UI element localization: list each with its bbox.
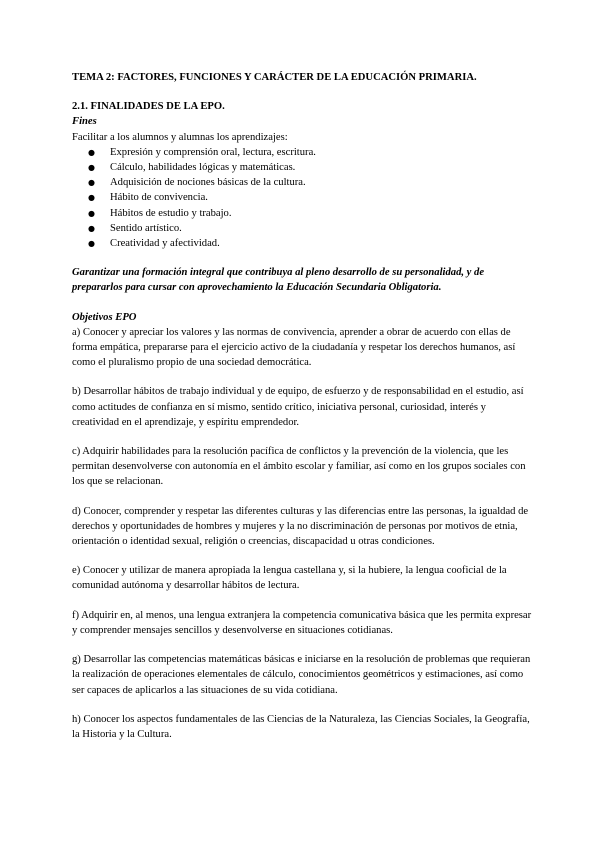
objectives-title: Objetivos EPO — [72, 311, 137, 323]
aims-list — [72, 145, 532, 251]
list-item-text: Adquisición de nociones básicas de la cultura. — [110, 177, 306, 189]
objective-g: g) Desarrollar las competencias matemáticas básicas e iniciarse en la resolución de problemas que requieran la realización de operaciones elementales de cálculo, conocimientos geométricos y estimaciones, así como ser capaces de aplicarlos a las situaciones de su vida cotidiana. — [72, 654, 531, 696]
list-item — [88, 206, 532, 221]
list-item — [88, 236, 532, 251]
bullet-icon: ● — [88, 208, 95, 218]
list-item — [88, 175, 532, 190]
list-item — [88, 190, 532, 205]
bullet-icon: ● — [88, 223, 95, 233]
section-title: 2.1. FINALIDADES DE LA EPO. — [72, 101, 225, 113]
objective-a: a) Conocer y apreciar los valores y las normas de convivencia, aprender a obrar de acuerdo con ellas de forma empática, prepararse para el ejercicio activo de la ciudadanía y respetar los derechos humanos, así como el pluralismo propio de una sociedad democrática. — [72, 326, 516, 369]
intro-text: Facilitar a los alumnos y alumnas los aprendizajes: — [72, 131, 288, 143]
list-item — [88, 221, 532, 236]
objective-f: f) Adquirir en, al menos, una lengua extranjera la competencia comunicativa básica que les permita expresar y comprender mensajes sencillos y desenvolverse en situaciones cotidianas. — [72, 609, 532, 636]
document-title: TEMA 2: FACTORES, FUNCIONES Y CARÁCTER DE LA EDUCACIÓN PRIMARIA. — [72, 72, 477, 83]
document-content — [72, 70, 532, 756]
list-item-text: Expresión y comprensión oral, lectura, escritura. — [110, 146, 316, 158]
bullet-icon: ● — [88, 193, 95, 203]
bullet-icon: ● — [88, 163, 95, 173]
list-item — [88, 145, 532, 160]
list-item-text: Hábitos de estudio y trabajo. — [110, 207, 232, 219]
purpose-statement: Garantizar una formación integral que contribuya al pleno desarrollo de su personalidad, y de prepararlos para cursar con aprovechamiento la Educación Secundaria Obligatoria. — [72, 267, 485, 294]
objective-h: h) Conocer los aspectos fundamentales de las Ciencias de la Naturaleza, las Ciencias Sociales, la Geografía, la Historia y la Cultura. — [72, 713, 530, 740]
list-item — [88, 160, 532, 175]
list-item-text: Hábito de convivencia. — [110, 192, 208, 204]
list-item-text: Sentido artístico. — [110, 222, 182, 234]
objective-b: b) Desarrollar hábitos de trabajo individual y de equipo, de esfuerzo y de responsabilidad en el estudio, así como actitudes de confianza en sí mismo, sentido crítico, iniciativa personal, curiosidad, interés y creatividad en el aprendizaje, y espíritu emprendedor. — [72, 386, 524, 428]
list-item-text: Cálculo, habilidades lógicas y matemáticas. — [110, 162, 296, 174]
subsection-title-fines: Fines — [72, 116, 97, 128]
objective-c: c) Adquirir habilidades para la resolución pacífica de conflictos y la prevención de la violencia, que les permitan desenvolverse con autonomía en el ámbito escolar y familiar, así como en los grupos sociales con los que se relacionan. — [72, 446, 526, 488]
list-item-text: Creatividad y afectividad. — [110, 238, 220, 250]
objective-d: d) Conocer, comprender y respetar las diferentes culturas y las diferencias entre las personas, la igualdad de derechos y oportunidades de hombres y mujeres y la no discriminación de personas por motivos de etnia, orientación o identidad sexual, religión o creencias, discapacidad u otras condiciones. — [72, 505, 529, 548]
bullet-icon: ● — [88, 178, 95, 188]
bullet-icon: ● — [88, 239, 95, 249]
bullet-icon: ● — [88, 147, 95, 157]
objective-e: e) Conocer y utilizar de manera apropiada la lengua castellana y, si la hubiere, la lengua cooficial de la comunidad autónoma y desarrollar hábitos de lectura. — [72, 565, 507, 592]
